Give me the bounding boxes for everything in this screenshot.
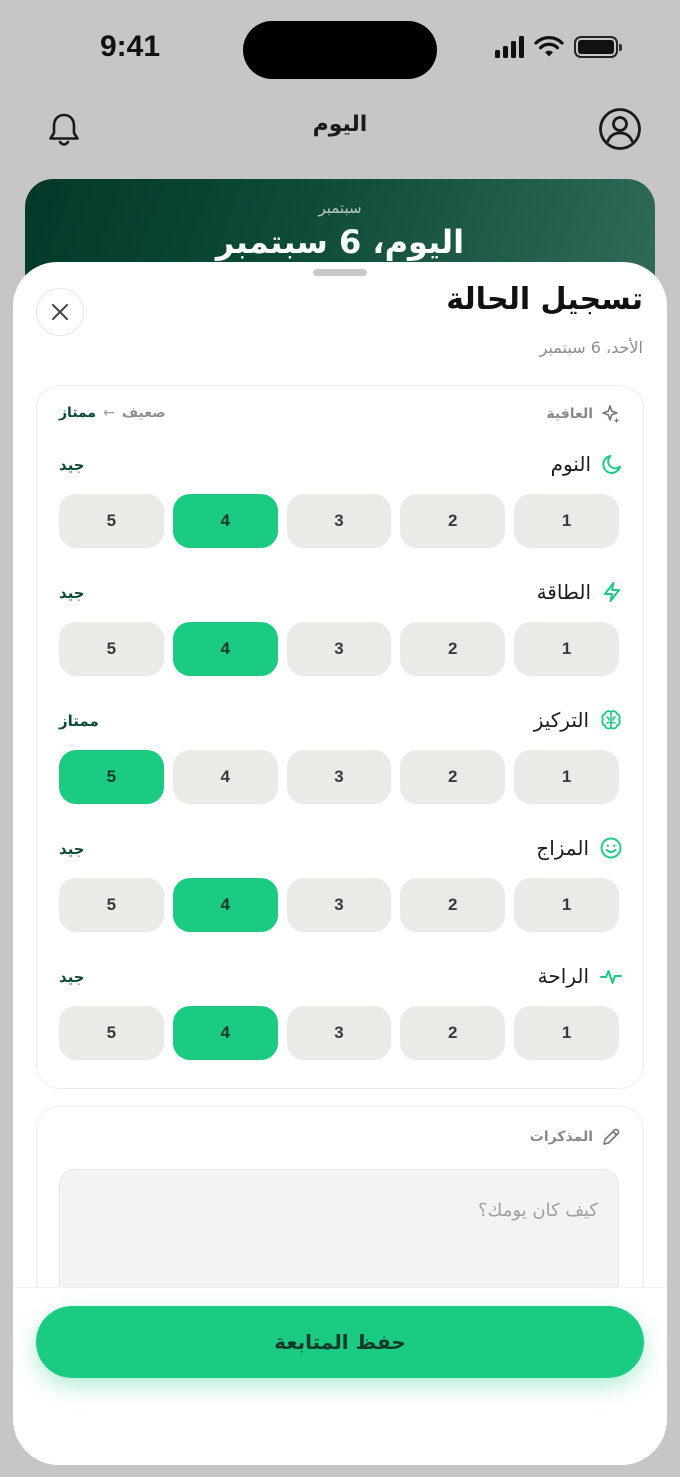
metric-energy	[37, 580, 645, 700]
sheet-title: تسجيل الحالة	[446, 282, 643, 317]
cellular-signal-icon	[495, 36, 524, 58]
rating-option-2[interactable]: 2	[400, 750, 505, 804]
rating-option-1[interactable]: 1	[514, 750, 619, 804]
rating-option-4[interactable]: 4	[173, 622, 278, 676]
metric-focus	[37, 708, 645, 828]
metric-value-text: جيد	[59, 456, 85, 474]
dynamic-island	[243, 21, 437, 79]
check-in-sheet	[13, 262, 667, 1465]
metric-value-text: ممتاز	[59, 712, 99, 730]
rating-option-5[interactable]: 5	[59, 878, 164, 932]
rating-option-3[interactable]: 3	[287, 1006, 392, 1060]
close-icon	[51, 303, 69, 321]
bolt-icon	[601, 581, 623, 603]
status-icons	[495, 36, 618, 58]
profile-icon[interactable]	[598, 107, 642, 151]
rating-row-rest	[59, 1006, 619, 1060]
pulse-icon	[599, 965, 623, 987]
metric-label: الطاقة	[536, 580, 591, 604]
rating-option-3[interactable]: 3	[287, 750, 392, 804]
rating-option-1[interactable]: 1	[514, 622, 619, 676]
rating-option-1[interactable]: 1	[514, 494, 619, 548]
status-bar	[0, 0, 680, 100]
metric-value-text: جيد	[59, 584, 85, 602]
notes-title: المذكرات	[529, 1129, 593, 1145]
rating-option-2[interactable]: 2	[400, 878, 505, 932]
metric-mood	[37, 836, 645, 956]
pencil-icon	[601, 1127, 621, 1147]
rating-option-2[interactable]: 2	[400, 622, 505, 676]
smile-icon	[599, 836, 623, 860]
rating-row-sleep	[59, 494, 619, 548]
hero-date: اليوم، 6 سبتمبر	[215, 223, 465, 261]
sparkles-icon	[601, 404, 621, 424]
app-header	[0, 100, 680, 160]
hero-month: سبتمبر	[318, 199, 362, 217]
rating-row-energy	[59, 622, 619, 676]
metric-label: المزاج	[536, 836, 589, 860]
status-time: 9:41	[100, 30, 161, 63]
scale-arrow: ←	[103, 405, 115, 421]
rating-option-4[interactable]: 4	[173, 878, 278, 932]
metric-label: النوم	[550, 452, 591, 476]
rating-option-5[interactable]: 5	[59, 622, 164, 676]
rating-option-4[interactable]: 4	[173, 750, 278, 804]
rating-option-1[interactable]: 1	[514, 1006, 619, 1060]
rating-option-5[interactable]: 5	[59, 750, 164, 804]
metric-value-text: جيد	[59, 968, 85, 986]
scale-hint	[59, 405, 166, 421]
rating-row-mood	[59, 878, 619, 932]
wellness-title: العافية	[546, 406, 593, 422]
wellness-card	[36, 385, 644, 1089]
metric-rest	[37, 964, 645, 1084]
metric-label: الراحة	[537, 964, 589, 988]
rating-row-focus	[59, 750, 619, 804]
notes-header	[530, 1127, 621, 1147]
rating-option-2[interactable]: 2	[400, 1006, 505, 1060]
sheet-footer	[13, 1287, 667, 1465]
rating-option-2[interactable]: 2	[400, 494, 505, 548]
sheet-date: الأحد، 6 سبتمبر	[539, 338, 643, 357]
rating-option-3[interactable]: 3	[287, 622, 392, 676]
rating-option-4[interactable]: 4	[173, 1006, 278, 1060]
scale-high-label: ممتاز	[59, 405, 97, 421]
rating-option-1[interactable]: 1	[514, 878, 619, 932]
metric-label: التركيز	[533, 708, 589, 732]
wifi-icon	[534, 36, 564, 58]
battery-icon	[574, 36, 618, 58]
moon-icon	[601, 453, 623, 475]
rating-option-5[interactable]: 5	[59, 494, 164, 548]
metric-value-text: جيد	[59, 840, 85, 858]
sheet-grabber[interactable]	[313, 269, 367, 276]
close-button[interactable]	[36, 288, 84, 336]
rating-option-5[interactable]: 5	[59, 1006, 164, 1060]
brain-icon	[599, 708, 623, 732]
save-check-in-button[interactable]: حفظ المتابعة	[36, 1306, 644, 1378]
scale-low-label: ضعيف	[121, 405, 166, 421]
metric-sleep	[37, 452, 645, 572]
rating-option-3[interactable]: 3	[287, 494, 392, 548]
rating-option-4[interactable]: 4	[173, 494, 278, 548]
page-title: اليوم	[312, 112, 368, 137]
wellness-header	[546, 404, 621, 424]
rating-option-3[interactable]: 3	[287, 878, 392, 932]
